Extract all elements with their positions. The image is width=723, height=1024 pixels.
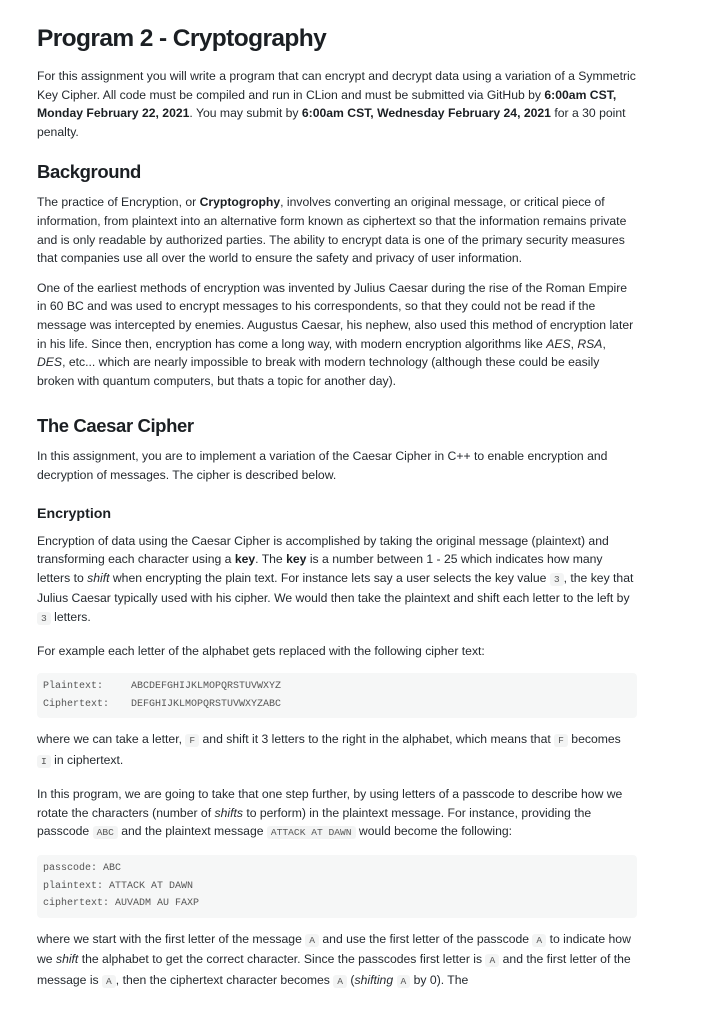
inline-code: F (554, 734, 568, 747)
encryption-paragraph-1 (37, 532, 637, 629)
paragraph-text: One of the earliest methods of encryption was invented by Julius Caesar during the rise of the Roman Empire in 60 BC and was used to encrypt messages to his correspondents, so that they could not be read if the message was intercepted by enemies. Augustus Caesar, his nephew, also used this method of encryption later in his life. Since then, encryption has come a long way, with modern encryption algorithms like (37, 280, 634, 351)
plaintext-line: plaintext: ATTACK AT DAWN (43, 880, 194, 892)
paragraph-text: is a number between 1 - 25 which indicates how many letters to (37, 552, 603, 585)
background-heading: Background (37, 161, 141, 183)
key-term: key (234, 552, 256, 567)
plaintext-row (43, 678, 629, 696)
ciphertext-alphabet: DEFGHIJKLMOPQRSTUVWXYZABC (131, 698, 282, 710)
paragraph-text: letters. (50, 609, 91, 624)
intro-text: for a 30 point penalty. (37, 106, 626, 139)
plaintext-alphabet: ABCDEFGHIJKLMOPQRSTUVWXYZ (131, 681, 282, 693)
paragraph-text: , the key that Julius Caesar typically used with his cipher. We would then take the plaintext and shift each letter to the left by (37, 570, 634, 606)
background-paragraph-1 (37, 193, 637, 267)
encryption-paragraph-4 (37, 785, 637, 843)
inline-code: A (305, 934, 319, 947)
paragraph-text: where we can take a letter, (37, 732, 186, 747)
paragraph-text: Encryption of data using the Caesar Cipher is accomplished by taking the original message (plaintext) and transforming each character using a (37, 533, 609, 567)
paragraph-text: , then the ciphertext character becomes (115, 972, 334, 987)
paragraph-text: and use the first letter of the passcode (319, 931, 533, 946)
paragraph-text: and shift it 3 letters to the right in the alphabet, which means that (199, 732, 555, 747)
shift-term: shift (87, 570, 110, 585)
background-paragraph-2 (37, 279, 637, 391)
separator: , (602, 336, 606, 351)
paragraph-text: would become the following: (355, 824, 513, 839)
encryption-paragraph-3 (37, 730, 637, 771)
paragraph-text: , involves converting an original message, or critical piece of information, from plaintext into an alternative form known as ciphertext so that the information remains private and is only readable by authorized parties. The ability to encrypt data is one of the primary security measures that companies use all over the world to ensure the safety and privacy of user information. (37, 195, 627, 266)
rsa-term: RSA (577, 336, 603, 351)
inline-code: A (485, 954, 499, 967)
inline-code: I (37, 755, 51, 768)
inline-code: A (397, 975, 411, 988)
key-term: key (286, 552, 307, 567)
paragraph-text: the alphabet to get the correct character. Since the passcodes first letter is (78, 952, 486, 967)
inline-code: ATTACK AT DAWN (267, 826, 356, 839)
shift-term: shift (55, 952, 79, 967)
passcode-line: passcode: ABC (43, 863, 122, 875)
paragraph-text: , etc... which are nearly impossible to break with modern technology (although these could be easily broken with quantum computers, but thats a topic for another day). (37, 355, 600, 388)
encryption-paragraph-2: For example each letter of the alphabet gets replaced with the following cipher text: (37, 644, 485, 659)
late-deadline-text: 6:00am CST, Wednesday February 24, 2021 (301, 106, 551, 121)
deadline-text: 6:00am CST, Monday February 22, 2021 (37, 87, 617, 121)
inline-code: A (532, 934, 546, 947)
page-title: Program 2 - Cryptography (37, 25, 327, 52)
paragraph-text: and the plaintext message (117, 824, 267, 839)
paragraph-text: . The (255, 552, 287, 567)
paragraph-text: in ciphertext. (50, 752, 124, 767)
shifts-term: shifts (214, 805, 243, 820)
paragraph-text: The practice of Encryption, or (37, 195, 200, 210)
inline-code: 3 (37, 612, 51, 625)
encryption-paragraph-5 (37, 930, 637, 992)
inline-code: 3 (550, 573, 564, 586)
ciphertext-line: ciphertext: AUVADM AU FAXP (43, 898, 200, 910)
shifting-term: shifting (354, 972, 394, 987)
paragraph-text: and the first letter of the message is (37, 952, 631, 987)
cipher-table-code-block (37, 673, 637, 718)
paragraph-text: In this program, we are going to take that one step further, by using letters of a passcode to describe how we rotate the characters (number of (37, 787, 623, 820)
paragraph-text: to indicate how we (37, 931, 631, 967)
paragraph-text: when encrypting the plain text. For instance lets say a user selects the key value (109, 570, 550, 585)
caesar-paragraph: In this assignment, you are to implement a variation of the Caesar Cipher in C++ to enable encryption and decryption of messages. The cipher is described below. (37, 449, 608, 482)
ciphertext-row (43, 696, 629, 714)
inline-code: ABC (93, 826, 118, 839)
ciphertext-label: Ciphertext: (43, 698, 110, 710)
intro-text: . You may submit by (189, 106, 302, 121)
intro-paragraph (37, 67, 637, 141)
inline-code: A (333, 975, 347, 988)
inline-code: F (185, 734, 199, 747)
paragraph-text: by 0). The (410, 972, 469, 987)
example-code-block (37, 855, 637, 918)
aes-term: AES (546, 336, 571, 351)
intro-text: For this assignment you will write a program that can encrypt and decrypt data using a variation of a Symmetric Key Cipher. All code must be compiled and run in CLion and must be submitted via GitHub by (37, 69, 636, 102)
cryptography-term: Cryptogrophy (199, 195, 281, 210)
paragraph-text: to perform) in the plaintext message. For instance, providing the passcode (37, 805, 592, 839)
paragraph-text (393, 973, 396, 987)
plaintext-label: Plaintext: (43, 681, 104, 693)
separator: , (570, 336, 578, 351)
paragraph-text: where we start with the first letter of the message (37, 931, 306, 946)
paragraph-text: becomes (567, 732, 621, 747)
des-term: DES (37, 355, 63, 370)
paragraph-text: ( (347, 972, 355, 987)
caesar-cipher-heading: The Caesar Cipher (37, 415, 194, 437)
encryption-heading: Encryption (37, 505, 112, 522)
inline-code: A (102, 975, 116, 988)
